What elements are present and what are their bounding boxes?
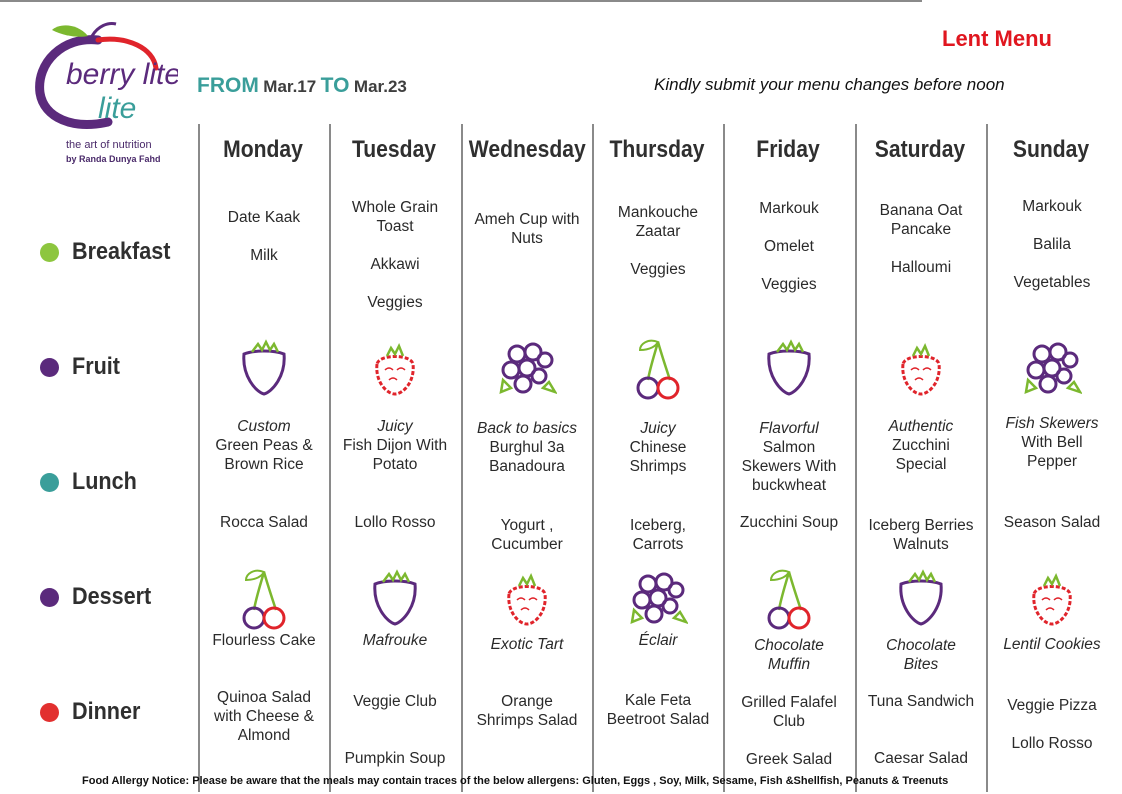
lunch-side-tuesday (330, 513, 460, 532)
lunch-side-saturday (856, 516, 986, 554)
lunch-tagline: Back to basics (477, 420, 577, 437)
meal-dot-dessert-icon (40, 588, 59, 607)
menu-item: Whole Grain (351, 199, 439, 216)
menu-item: Grilled Falafel (741, 694, 837, 711)
spacer (856, 239, 986, 258)
cherry-icon (628, 336, 688, 400)
dessert-cell-monday (199, 631, 329, 650)
lunch-cell-thursday (593, 419, 723, 476)
lunch-dish: Shrimps (629, 458, 687, 475)
menu-item: Zaatar (635, 223, 681, 240)
menu-item: Veggies (367, 294, 423, 311)
spacer (987, 216, 1117, 235)
day-header-friday: Friday (756, 136, 820, 163)
meal-dot-fruit-icon (40, 358, 59, 377)
menu-item: Orange (501, 693, 553, 710)
logo-byline: by Randa Dunya Fahd (66, 154, 161, 164)
menu-item: Markouk (1022, 198, 1082, 215)
strawberry-icon (234, 336, 294, 400)
meal-label-lunch (40, 467, 144, 497)
dessert-item: Éclair (638, 632, 678, 649)
spacer (724, 731, 854, 750)
spacer (199, 227, 329, 246)
strawberry-icon (759, 336, 819, 400)
menu-item: Greek Salad (745, 751, 833, 768)
lunch-dish: Burghul 3a (489, 439, 565, 456)
menu-item: Halloumi (890, 259, 952, 276)
dessert-item: Muffin (767, 656, 811, 673)
dessert-cell-sunday (987, 635, 1117, 654)
strawberry-icon (891, 566, 951, 630)
from-label: FROM (197, 74, 259, 97)
menu-item: Beetroot Salad (606, 711, 710, 728)
lunch-dish: Green Peas & (215, 437, 313, 454)
menu-item: Milk (250, 247, 278, 264)
lunch-side-item: Lollo Rosso (354, 514, 436, 531)
svg-text:lite: lite (98, 92, 137, 125)
dessert-item: Mafrouke (362, 632, 428, 649)
lunch-side-item: Zucchini Soup (739, 514, 839, 531)
menu-item: Kale Feta (624, 692, 692, 709)
meal-dot-breakfast-icon (40, 243, 59, 262)
menu-item: Veggie Pizza (1007, 697, 1097, 714)
meal-label-text: Lunch (72, 468, 137, 495)
lunch-side-wednesday (462, 516, 592, 554)
menu-item: Club (773, 713, 805, 730)
meal-label-dessert (40, 582, 160, 612)
lunch-tagline: Flavorful (759, 420, 819, 437)
lunch-cell-tuesday (330, 417, 460, 474)
lunch-tagline: Juicy (640, 420, 676, 437)
spacer (330, 730, 460, 749)
spacer (593, 241, 723, 260)
lunch-cell-sunday (987, 414, 1117, 471)
meal-dot-dinner-icon (40, 703, 59, 722)
menu-item: Mankouche (617, 204, 699, 221)
lunch-side-item: Cucumber (491, 536, 563, 553)
spacer (724, 218, 854, 237)
raspberry-icon (497, 566, 557, 630)
day-header-wednesday: Wednesday (468, 136, 586, 163)
menu-item: Veggies (630, 261, 686, 278)
lunch-side-sunday (987, 513, 1117, 532)
grapes-icon (1022, 336, 1082, 400)
dessert-item: Flourless Cake (212, 632, 316, 649)
lunch-cell-friday (724, 419, 854, 495)
spacer (987, 715, 1117, 734)
menu-item: Markouk (759, 200, 819, 217)
date-range (197, 74, 407, 98)
menu-item: Vegetables (1013, 274, 1091, 291)
breakfast-cell-tuesday (330, 198, 460, 312)
lunch-dish: Pepper (1027, 453, 1077, 470)
menu-item: Nuts (511, 230, 543, 247)
header-divider (0, 0, 922, 2)
spacer (724, 256, 854, 275)
menu-item: Balila (1033, 236, 1071, 253)
dessert-item: Exotic Tart (490, 636, 564, 653)
dinner-cell-friday (724, 693, 854, 769)
lunch-dish: Potato (372, 456, 418, 473)
meal-label-breakfast (40, 237, 181, 267)
lunch-dish: Skewers With (741, 458, 837, 475)
dessert-cell-tuesday (330, 631, 460, 650)
breakfast-cell-friday (724, 199, 854, 294)
spacer (856, 711, 986, 730)
dessert-item: Chocolate (886, 637, 956, 654)
meal-dot-lunch-icon (40, 473, 59, 492)
lunch-cell-wednesday (462, 419, 592, 476)
strawberry-icon (365, 566, 425, 630)
menu-item: Date Kaak (227, 209, 301, 226)
day-header-tuesday: Tuesday (351, 136, 437, 163)
allergy-notice: Food Allergy Notice: Please be aware that the meals may contain traces of the below allergens: Gluten, Eggs , Soy, Milk, Sesame, Fish &Shellfish, Peanuts & Treenuts (82, 775, 949, 787)
dessert-item: Bites (903, 656, 939, 673)
menu-item: Pancake (890, 221, 952, 238)
meal-label-fruit (40, 352, 125, 382)
lunch-side-monday (199, 513, 329, 532)
day-header-thursday: Thursday (609, 136, 705, 163)
from-date: Mar.17 (263, 77, 317, 96)
menu-item: Quinoa Salad (217, 689, 311, 706)
menu-item: Lollo Rosso (1011, 735, 1093, 752)
lunch-side-item: Walnuts (893, 536, 949, 553)
lunch-dish: Salmon (762, 439, 816, 456)
meal-label-text: Dinner (72, 698, 141, 725)
dessert-cell-friday (724, 636, 854, 674)
menu-item: Shrimps Salad (476, 712, 578, 729)
logo-word-berry: berry lite (66, 58, 178, 91)
lunch-dish: Special (895, 456, 947, 473)
lunch-dish: Chinese (629, 439, 687, 456)
menu-item: Toast (376, 218, 414, 235)
lunch-side-item: Iceberg Berries (868, 517, 974, 534)
to-date: Mar.23 (353, 77, 407, 96)
spacer (330, 711, 460, 730)
dinner-cell-tuesday (330, 692, 460, 768)
lunch-dish: Zucchini (892, 437, 950, 454)
meal-label-text: Breakfast (72, 238, 171, 265)
lunch-side-item: Season Salad (1003, 514, 1101, 531)
menu-item: Caesar Salad (874, 750, 968, 767)
menu-item: Pumpkin Soup (344, 750, 446, 767)
lunch-dish: Fish Dijon With (342, 437, 448, 454)
lunch-side-item: Yogurt , (500, 517, 554, 534)
dinner-cell-monday (199, 688, 329, 745)
grapes-icon (497, 336, 557, 400)
menu-item: Akkawi (370, 256, 420, 273)
dessert-item: Chocolate (754, 637, 824, 654)
breakfast-cell-saturday (856, 201, 986, 277)
lunch-cell-saturday (856, 417, 986, 474)
meal-label-text: Dessert (72, 583, 152, 610)
spacer (987, 254, 1117, 273)
lunch-cell-monday (199, 417, 329, 474)
dinner-cell-sunday (987, 696, 1117, 753)
menu-item: Banana Oat (879, 202, 963, 219)
submit-notice: Kindly submit your menu changes before noon (654, 75, 1005, 94)
menu-item: Veggies (761, 276, 817, 293)
lunch-dish: Banadoura (489, 458, 565, 475)
cherry-icon (234, 566, 294, 630)
lunch-dish: Brown Rice (224, 456, 304, 473)
menu-item: Tuna Sandwich (867, 693, 975, 710)
lunch-tagline: Authentic (888, 418, 954, 435)
menu-item: Almond (237, 727, 291, 744)
dinner-cell-wednesday (462, 692, 592, 730)
raspberry-icon (891, 336, 951, 400)
meal-label-text: Fruit (72, 353, 120, 380)
lunch-side-item: Iceberg, (629, 517, 686, 534)
to-label: TO (320, 74, 350, 97)
lunch-side-friday (724, 513, 854, 532)
spacer (330, 274, 460, 293)
lunch-tagline: Juicy (377, 418, 413, 435)
spacer (856, 730, 986, 749)
breakfast-cell-monday (199, 208, 329, 265)
raspberry-icon (365, 336, 425, 400)
lunch-dish: Fish Skewers (1005, 415, 1099, 432)
lunch-dish: With Bell (1021, 434, 1083, 451)
breakfast-cell-wednesday (462, 210, 592, 248)
logo-tagline: the art of nutrition (66, 139, 152, 151)
dinner-cell-saturday (856, 692, 986, 768)
day-header-saturday: Saturday (874, 136, 966, 163)
breakfast-cell-sunday (987, 197, 1117, 292)
lunch-side-thursday (593, 516, 723, 554)
grapes-icon (628, 566, 688, 630)
breakfast-cell-thursday (593, 203, 723, 279)
menu-item: with Cheese & (214, 708, 314, 725)
cherry-icon (759, 566, 819, 630)
lunch-tagline: Custom (237, 418, 291, 435)
dinner-cell-thursday (593, 691, 723, 729)
dessert-cell-thursday (593, 631, 723, 650)
dessert-cell-saturday (856, 636, 986, 674)
menu-item: Ameh Cup with (474, 211, 580, 228)
dessert-cell-wednesday (462, 635, 592, 654)
lunch-side-item: Carrots (632, 536, 684, 553)
day-header-sunday: Sunday (1012, 136, 1090, 163)
spacer (330, 236, 460, 255)
menu-title: Lent Menu (942, 26, 1052, 51)
day-header-monday: Monday (223, 136, 303, 163)
menu-item: Omelet (764, 238, 814, 255)
menu-item: Veggie Club (353, 693, 437, 710)
raspberry-icon (1022, 566, 1082, 630)
meal-label-dinner (40, 697, 148, 727)
dessert-item: Lentil Cookies (1003, 636, 1101, 653)
lunch-dish: buckwheat (751, 477, 827, 494)
lunch-side-item: Rocca Salad (220, 514, 308, 531)
